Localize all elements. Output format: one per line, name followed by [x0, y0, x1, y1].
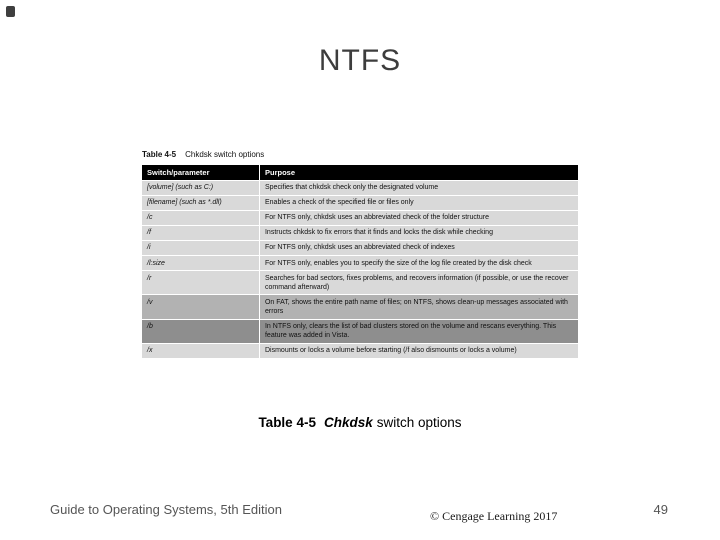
header-purpose: Purpose	[259, 164, 578, 180]
table-figure-title	[142, 150, 579, 160]
caption-term: Chkdsk	[323, 415, 373, 430]
table-row	[142, 343, 579, 358]
purpose-cell: Dismounts or locks a volume before starting (/f also dismounts or locks a volume)	[259, 343, 578, 358]
caption-rest: switch options	[376, 415, 462, 430]
purpose-cell: Instructs chkdsk to fix errors that it finds and locks the disk while checking	[259, 225, 578, 240]
purpose-cell: On FAT, shows the entire path name of files; on NTFS, shows clean-up messages associated with errors	[259, 295, 578, 319]
purpose-cell: For NTFS only, chkdsk uses an abbreviated check of the folder structure	[259, 210, 578, 225]
purpose-cell: Searches for bad sectors, fixes problems, and recovers information (if possible, or use the recover command afterward)	[259, 271, 578, 295]
caption-label: Table 4-5	[258, 415, 316, 430]
purpose-cell: In NTFS only, clears the list of bad clusters stored on the volume and rescans everything. This feature was added in Vista.	[259, 319, 578, 343]
purpose-cell: Specifies that chkdsk check only the designated volume	[259, 180, 578, 195]
switch-cell: [volume] (such as C:)	[142, 180, 260, 195]
table-row	[142, 180, 579, 195]
switch-cell: /b	[142, 319, 260, 343]
table-row	[142, 210, 579, 225]
header-switch-parameter: Switch/parameter	[142, 164, 260, 180]
switch-cell: /f	[142, 225, 260, 240]
purpose-cell: For NTFS only, enables you to specify the size of the log file created by the disk check	[259, 256, 578, 271]
table-row	[142, 319, 579, 343]
switch-cell: /c	[142, 210, 260, 225]
table-figure	[141, 150, 579, 359]
slide-title: NTFS	[318, 44, 402, 77]
table-row	[142, 256, 579, 271]
table-figure-title-prefix: Table 4-5	[142, 150, 177, 159]
table-caption	[0, 415, 720, 430]
switch-cell: /l:size	[142, 256, 260, 271]
purpose-cell: For NTFS only, chkdsk uses an abbreviated check of indexes	[259, 240, 578, 255]
table-figure-title-rest: Chkdsk switch options	[185, 150, 265, 159]
switch-cell: /r	[142, 271, 260, 295]
switch-cell: /i	[142, 240, 260, 255]
switch-cell: /x	[142, 343, 260, 358]
purpose-cell: Enables a check of the specified file or files only	[259, 195, 578, 210]
table-row	[142, 295, 579, 319]
table-header-row	[142, 164, 579, 180]
table-row	[142, 271, 579, 295]
chkdsk-options-table	[141, 164, 579, 359]
table-row	[142, 240, 579, 255]
corner-artifact	[6, 6, 15, 17]
footer-copyright: © Cengage Learning 2017	[430, 509, 558, 523]
footer-book-title: Guide to Operating Systems, 5th Edition	[50, 502, 282, 517]
page-number: 49	[653, 502, 668, 517]
switch-cell: /v	[142, 295, 260, 319]
table-row	[142, 225, 579, 240]
switch-cell: [filename] (such as *.dll)	[142, 195, 260, 210]
table-row	[142, 195, 579, 210]
